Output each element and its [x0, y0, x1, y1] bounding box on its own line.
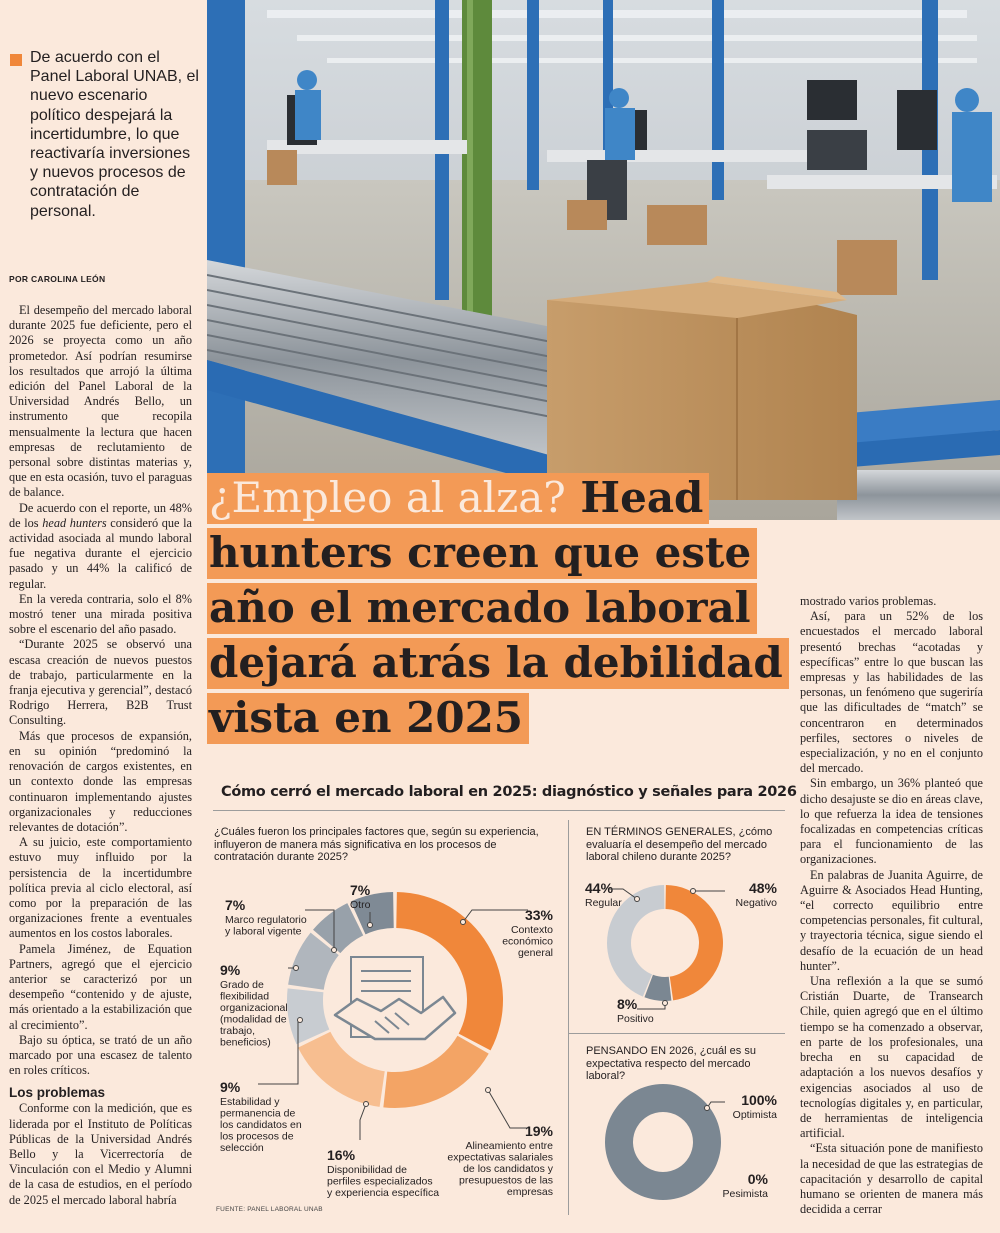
data-label: 9%	[220, 1079, 241, 1095]
question-expectation: PENSANDO EN 2026, ¿cuál es su expectativa respecto del mercado laboral?	[586, 1045, 756, 1082]
paragraph: “Esta situación pone de manifiesto la necesidad de que las estrategias de capacitación y desarrollo de capital humano se orienten de manera más decidida a cerrar	[800, 1141, 983, 1217]
leader-dot	[486, 1088, 491, 1093]
question-performance: EN TÉRMINOS GENERALES, ¿cómo evaluaría el desempeño del mercado laboral chileno durante 2025?	[586, 826, 773, 863]
right-body-text	[800, 594, 983, 1217]
question-factors: ¿Cuáles fueron los principales factores que, según su experiencia, influyeron de manera más significativa en los procesos de contratación durante 2025?	[214, 826, 539, 863]
category-label: económico	[502, 935, 553, 948]
leader-dot	[364, 1102, 369, 1107]
category-label: beneficios)	[220, 1036, 271, 1049]
category-label: Otro	[350, 899, 371, 911]
category-label: Negativo	[735, 897, 777, 909]
category-label: y laboral vigente	[225, 925, 302, 938]
data-label: 9%	[220, 962, 241, 978]
infographic-title: Cómo cerró el mercado laboral en 2025: diagnóstico y señales para 2026	[221, 784, 797, 800]
leader-dot	[461, 920, 466, 925]
category-label: Marco regulatorio	[225, 914, 307, 926]
left-body-text	[9, 303, 192, 1208]
slice-negativo	[666, 885, 723, 1000]
leader-dot	[368, 923, 373, 928]
category-label: empresas	[506, 1186, 553, 1198]
category-label: general	[517, 947, 553, 959]
leader-dot	[298, 1018, 303, 1023]
headline-line: vista en 2025	[207, 693, 529, 744]
leader-line	[360, 1104, 366, 1140]
paragraph: De acuerdo con el reporte, un 48% de los head hunters consideró que la actividad asociada al mundo laboral fue negativa durante el ejercicio pasado y un 44% la calificó de regular.	[9, 500, 193, 591]
leader-line	[463, 910, 528, 922]
paragraph: A su juicio, este comportamiento estuvo muy influido por la persistencia de la incertidumbre política previa al ciclo electoral, así como por la preparación de las organizaciones frente a eventuales aumentos en los costos laborales.	[9, 835, 192, 941]
headline	[207, 470, 797, 745]
slice-alineamiento	[383, 1036, 488, 1108]
category-label: presupuestos de las	[459, 1174, 553, 1187]
infographic-vertical-divider	[568, 820, 569, 1215]
data-label: 19%	[524, 1123, 553, 1139]
leader-dot	[294, 966, 299, 971]
handshake-icon	[335, 957, 455, 1039]
category-label: Grado de	[220, 979, 264, 991]
italic-term: head hunters	[42, 515, 107, 530]
leader-dot	[691, 889, 696, 894]
category-label: expectativas salariales	[447, 1151, 553, 1164]
data-label: 0%	[747, 1171, 768, 1187]
paragraph: Conforme con la medición, que es liderada por el Instituto de Políticas Públicas de la Universidad Andrés Bello y la Vicerrectoría de Vinculación con el Medio y Alumni de la casa de estudios, en el período de 2025 el mercado laboral habría	[9, 1101, 192, 1207]
paragraph: En palabras de Juanita Aguirre, de Aguirre & Asociados Head Hunting, “el correcto equilibrio entre competencias personales, fit cultural, y trayectoria técnica, sigue siendo el desafío de la ecuación de un head hunter”.	[800, 867, 983, 973]
slice-disponibilidad	[298, 1032, 385, 1107]
category-label: Alineamiento entre	[465, 1140, 553, 1152]
headline-line: hunters creen que este	[207, 528, 757, 579]
data-label: 7%	[225, 897, 246, 913]
byline: POR CAROLINA LEÓN	[9, 274, 106, 284]
leader-dot	[663, 1001, 668, 1006]
paragraph: Sin embargo, un 36% planteó que dicho desajuste se dio en áreas clave, lo que refuerza la idea de tensiones focalizadas en competencias críticas para el funcionamiento de las organizaciones.	[800, 776, 983, 867]
paragraph: Pamela Jiménez, de Equation Partners, agregó que el ejercicio anterior se caracterizó por un desempeño “contenido y de ajuste, más orientado a la estabilización que al crecimiento”.	[9, 941, 192, 1032]
performance-donut-chart	[575, 875, 785, 1030]
leader-dot	[332, 948, 337, 953]
slice-optimista	[605, 1084, 721, 1200]
data-label: 44%	[585, 880, 614, 896]
category-label: Regular	[585, 897, 622, 909]
leader-line	[637, 1003, 665, 1009]
paragraph: mostrado varios problemas.	[800, 594, 937, 608]
article-summary: De acuerdo con el Panel Laboral UNAB, el nuevo escenario político despejará la incertidumbre, lo que reactivaría inversiones y nuevos procesos de contratación de personal.	[30, 49, 199, 220]
section-heading: Los problemas	[9, 1085, 106, 1101]
paragraph: Más que procesos de expansión, en su opinión “predominó la renovación de cargos existentes, en un contexto donde las empresas continuaron implementando ajustes organizacionales y reducciones relevantes de dotación”.	[9, 728, 192, 834]
category-label: y experiencia específica	[327, 1187, 440, 1199]
factory-photo-illustration	[207, 0, 1000, 520]
category-label: trabajo,	[220, 1025, 256, 1037]
category-label: Pesimista	[722, 1188, 768, 1200]
headline-question: ¿Empleo al alza?	[209, 473, 566, 522]
paragraph: En la vereda contraria, solo el 8% mostró tener una mirada positiva sobre el escenario del año pasado.	[9, 591, 192, 637]
infographic-divider	[213, 810, 785, 811]
leader-dot	[705, 1106, 710, 1111]
data-label: 33%	[524, 907, 553, 923]
category-label: los candidatos en	[220, 1119, 302, 1131]
data-label: 16%	[327, 1147, 356, 1163]
headline-line-rest: Head	[565, 473, 704, 522]
category-label: selección	[220, 1142, 264, 1154]
category-label: perfiles especializados	[327, 1175, 433, 1188]
paragraph: Una reflexión a la que se sumó Cristián Duarte, de Transearch Chile, quien agregó que en el último tiempo se ha comenzado a observar, en parte de los profesionales, una brecha en su capacidad de adaptación a los nuevos desafíos y exigencias asociados al uso de tecnologías digitales y, en particular, de herramientas de inteligencia artificial.	[800, 974, 983, 1141]
data-label: 7%	[350, 882, 371, 898]
category-label: organizacional	[220, 1002, 288, 1014]
paragraph: El desempeño del mercado laboral durante 2025 fue deficiente, pero el 2026 se proyecta como un año prometedor. Así podrían resumirse los resultados que arrojó la última edición del Panel Laboral de la Universidad Andrés Bello, un instrumento que recopila mensualmente la lectura que hacen empresas de reclutamiento de personal sobre distintas materias y, que en esta ocasión, tuvo el paraguas de balance.	[9, 303, 192, 500]
headline-line	[207, 473, 709, 524]
category-label: (modalidad de	[220, 1013, 287, 1026]
category-label: Estabilidad y	[220, 1096, 280, 1108]
leader-line	[488, 1090, 528, 1128]
category-label: Positivo	[617, 1013, 654, 1025]
infographic-horizontal-divider	[568, 1033, 785, 1034]
category-label: de los candidatos y	[463, 1163, 553, 1175]
summary-bullet-icon	[10, 54, 22, 66]
paragraph: Así, para un 52% de los encuestados el mercado laboral presentó brechas “acotadas y específicas” entre lo que buscan las empresas y las habilidades de las personas, un fenómeno que sugeriría que las dificultades de “match” se concentraron en determinados perfiles, sectores o niveles de especialización, y no en el conjunto del mercado.	[800, 609, 983, 776]
category-label: permanencia de	[220, 1107, 296, 1120]
category-label: flexibilidad	[220, 990, 270, 1003]
category-label: los procesos de	[220, 1130, 294, 1143]
data-label: 100%	[741, 1092, 777, 1108]
paragraph: “Durante 2025 se observó una escasa creación de nuevos puestos de trabajo, particularmente en la franja ejecutiva y gerencial”, destacó Rodrigo Herrera, B2B Trust Consulting.	[9, 637, 192, 728]
data-label: 8%	[617, 996, 638, 1012]
data-label: 48%	[748, 880, 777, 896]
leader-dot	[635, 897, 640, 902]
category-label: Optimista	[732, 1109, 777, 1121]
factory-photo	[207, 0, 1000, 520]
infographic-source: FUENTE: PANEL LABORAL UNAB	[216, 1206, 323, 1213]
expectation-donut-chart	[575, 1080, 785, 1205]
headline-line: dejará atrás la debilidad	[207, 638, 789, 689]
category-label: Contexto	[510, 924, 553, 936]
category-label: Disponibilidad de	[327, 1164, 407, 1176]
paragraph: Bajo su óptica, se trató de un año marcado por una escasez de talento en roles críticos.	[9, 1032, 192, 1078]
headline-line: año el mercado laboral	[207, 583, 757, 634]
factors-donut-chart	[210, 870, 565, 1205]
left-column	[0, 0, 207, 1233]
